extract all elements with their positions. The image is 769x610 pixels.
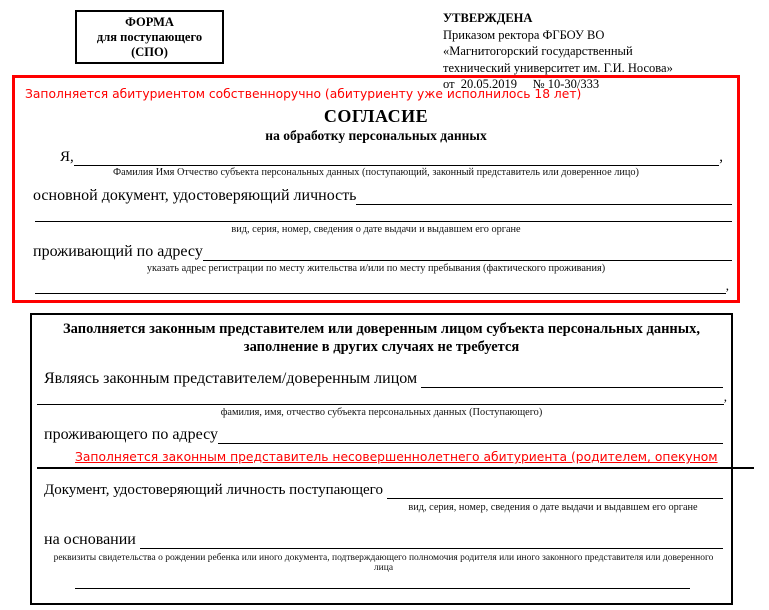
fullname-row [60,149,723,166]
basis-continued-fill-line[interactable] [75,580,690,589]
consent-title: СОГЛАСИЕ [323,106,429,126]
applicant-document-row [44,481,723,499]
consent-subtitle: на обработку персональных данных [265,128,487,143]
form-type-line: для поступающего [96,30,203,44]
basis-row [44,531,723,549]
identity-document-caption: вид, серия, номер, сведения о дате выдачи и выдавшем его органе [231,224,521,235]
identity-document-fill-line[interactable] [356,186,732,205]
representative-fullname-caption: фамилия, имя, отчество субъекта персональных данных (Поступающего) [220,407,543,418]
basis-fill-line[interactable] [140,530,723,549]
identity-document-row [33,187,732,205]
consent-annotation: Заполняется абитуриентом собственноручно (абитуриенту уже исполнилось 18 лет) [25,87,582,101]
address-row [33,243,732,261]
basis-caption: реквизиты свидетельства о рождении ребенка или иного документа, подтверждающего полномочия родителя или иного законного представителя или доверенного лица [53,553,714,573]
address-continued-fill-line[interactable] [35,282,726,294]
address-caption: указать адрес регистрации по месту жительства и/или по месту пребывания (фактического проживания) [146,263,606,274]
representative-continued-fill-line[interactable] [37,394,724,405]
representative-annotation: Заполняется законным представитель несовершеннолетнего абитуриента (родителем, опекуном [75,450,718,464]
applicant-document-fill-line[interactable] [387,480,723,499]
address-continued-row [35,278,729,294]
approval-line: «Магнитогорский государственный [443,44,633,58]
trailing-comma: , [723,389,727,404]
consent-section-box [12,75,740,303]
address-fill-line[interactable] [203,242,732,261]
representative-heading: Заполняется законным представителем или доверенным лицом субъекта персональных данных, заполнение в других случаях не требуется [63,321,700,355]
applicant-document-caption: вид, серия, номер, сведения о дате выдачи и выдавшем его органе [408,502,698,513]
form-type-box [75,10,224,64]
representative-section-box [30,313,733,605]
approval-title: УТВЕРЖДЕНА [443,11,533,25]
representative-row [44,370,723,388]
representative-label: Являясь законным представителем/доверенным лицом [44,370,418,387]
identity-document-continued-fill-line[interactable] [35,210,732,222]
trailing-comma: , [725,278,729,293]
form-type-line: (СПО) [131,45,168,59]
basis-label: на основании [44,531,136,548]
fullname-fill-line[interactable] [74,148,719,166]
trailing-comma: , [719,149,723,165]
approval-line: Приказом ректора ФГБОУ ВО [443,27,605,42]
fullname-caption: Фамилия Имя Отчество субъекта персональных данных (поступающий, законный представитель или доверенное лицо) [113,167,639,178]
approval-order-number: от 20.05.2019 № 10-30/333 [443,77,600,91]
approval-block [443,10,753,93]
identity-document-label: основной документ, удостоверяющий личность [33,187,357,204]
representative-address-fill-line[interactable] [218,425,723,444]
form-type-line: ФОРМА [125,15,174,29]
representative-address-label: проживающего по адресу [44,426,218,443]
address-label: проживающий по адресу [33,243,203,260]
approval-line: технический университет им. Г.И. Носова» [443,60,673,75]
representative-annotation-underline [37,448,754,469]
representative-fill-line[interactable] [421,369,723,388]
representative-continued-row [37,389,727,405]
ya-label: Я, [60,149,74,165]
applicant-document-label: Документ, удостоверяющий личность поступающего [44,482,383,498]
representative-address-row [44,426,723,444]
